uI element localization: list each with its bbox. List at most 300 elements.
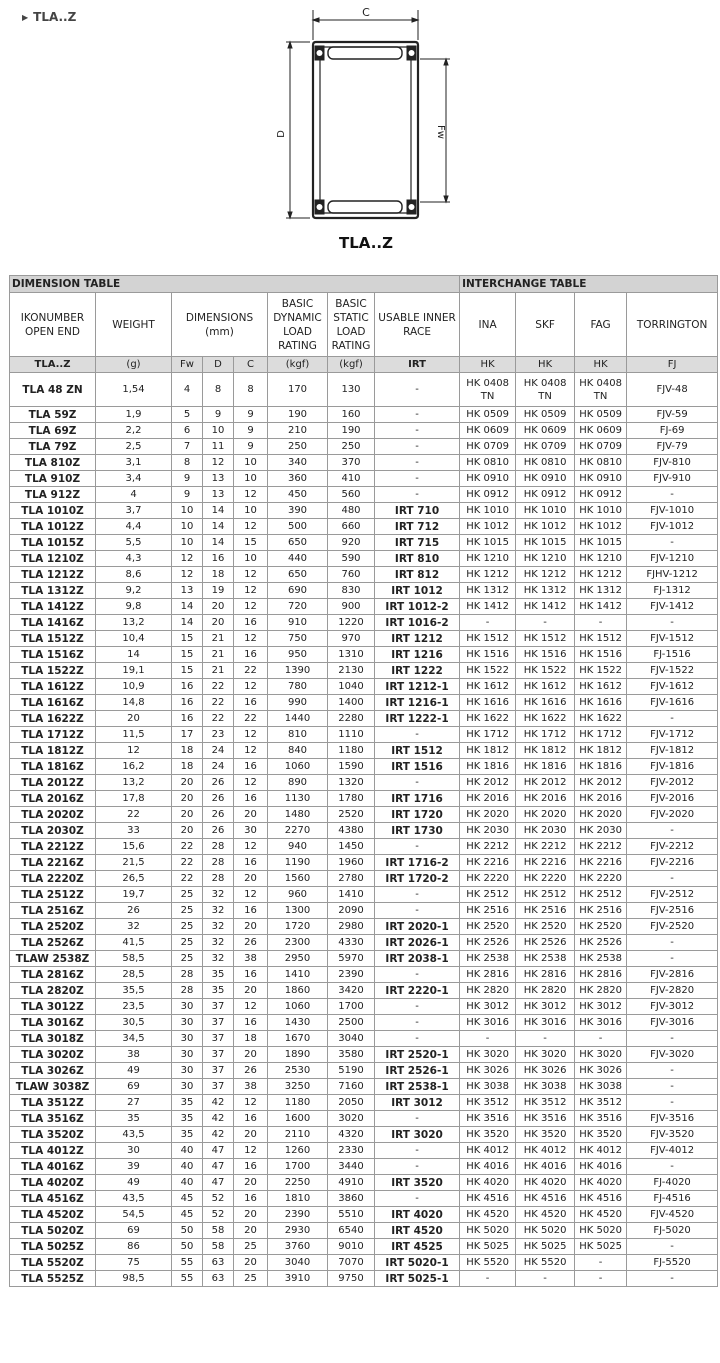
table-cell: 20 [234,1047,268,1063]
table-cell: 4910 [328,1175,375,1191]
table-cell: 560 [328,487,375,503]
table-row [10,855,718,871]
table-cell: 370 [328,455,375,471]
table-cell: FJV-1816 [627,759,718,775]
table-cell: 9 [234,423,268,439]
bearing-dimension-table [9,275,718,1287]
table-row [10,663,718,679]
table-cell: HK 2212 [575,839,627,855]
table-cell: HK 2016 [516,791,575,807]
table-cell: 8 [203,373,234,407]
table-cell: TLA 1412Z [10,599,96,615]
subheader-cell: HK [460,357,516,373]
table-cell: HK 2020 [516,807,575,823]
table-cell: 130 [328,373,375,407]
table-cell: - [460,615,516,631]
table-cell: HK 1210 [460,551,516,567]
table-cell: IRT 2538-1 [375,1079,460,1095]
table-cell: 5510 [328,1207,375,1223]
table-cell: 2390 [268,1207,328,1223]
table-cell: 15 [172,647,203,663]
table-cell: 69 [96,1223,172,1239]
table-cell: 12 [234,631,268,647]
table-cell: FJV-2016 [627,791,718,807]
table-cell: 58,5 [96,951,172,967]
table-row [10,1143,718,1159]
table-cell: 18 [172,759,203,775]
table-cell: TLA 1516Z [10,647,96,663]
table-cell: HK 3516 [575,1111,627,1127]
table-cell: 27 [96,1095,172,1111]
table-cell: 12 [234,1095,268,1111]
table-cell: 58 [203,1223,234,1239]
table-cell: 20 [172,791,203,807]
table-cell: 250 [328,439,375,455]
table-cell: TLA 1010Z [10,503,96,519]
table-cell: HK 2526 [460,935,516,951]
table-cell: IRT 1512 [375,743,460,759]
table-cell: 25 [172,903,203,919]
table-cell: 16 [234,1111,268,1127]
table-cell: 960 [268,887,328,903]
table-cell: 12 [172,551,203,567]
table-cell: 52 [203,1207,234,1223]
header-skf: SKF [516,293,575,357]
table-cell: 2530 [268,1063,328,1079]
table-cell: 26 [203,791,234,807]
table-cell: IRT 2220-1 [375,983,460,999]
table-cell: HK 0912 [460,487,516,503]
table-cell: 43,5 [96,1191,172,1207]
table-cell: TLA 1012Z [10,519,96,535]
table-cell: 1890 [268,1047,328,1063]
table-cell: - [627,1031,718,1047]
table-row [10,679,718,695]
table-cell: HK 4516 [460,1191,516,1207]
table-cell: 21 [203,663,234,679]
table-cell: - [627,535,718,551]
table-cell: 6540 [328,1223,375,1239]
table-cell: 10 [234,503,268,519]
table-cell: HK 1516 [460,647,516,663]
table-cell: 34,5 [96,1031,172,1047]
table-cell: HK 2820 [460,983,516,999]
header-weight: WEIGHT [96,293,172,357]
table-cell: 16 [234,1191,268,1207]
table-cell: 37 [203,1063,234,1079]
table-cell: 20 [234,871,268,887]
table-row [10,695,718,711]
table-cell: 4320 [328,1127,375,1143]
table-cell: - [575,1255,627,1271]
table-row [10,919,718,935]
table-cell: 50 [172,1239,203,1255]
table-cell: 63 [203,1271,234,1287]
table-cell: 47 [203,1175,234,1191]
table-cell: HK 3512 [516,1095,575,1111]
table-cell: 660 [328,519,375,535]
table-row [10,1255,718,1271]
table-cell: HK 1622 [516,711,575,727]
table-cell: HK 0509 [575,407,627,423]
table-cell: 2130 [328,663,375,679]
table-cell: 23,5 [96,999,172,1015]
table-cell: - [627,487,718,503]
table-cell: TLA 1812Z [10,743,96,759]
table-cell: 1300 [268,903,328,919]
table-cell: 39 [96,1159,172,1175]
table-cell: - [627,871,718,887]
table-cell: FJ-4020 [627,1175,718,1191]
table-cell: 1130 [268,791,328,807]
table-cell: 17,8 [96,791,172,807]
table-cell: FJ-1516 [627,647,718,663]
table-cell: FJV-1616 [627,695,718,711]
table-cell: TLA 2816Z [10,967,96,983]
table-cell: - [627,1079,718,1095]
table-cell: 22 [172,855,203,871]
table-cell: 37 [203,1079,234,1095]
table-cell: IRT 1222 [375,663,460,679]
table-row [10,471,718,487]
table-cell: FJV-79 [627,439,718,455]
table-cell: 12 [234,599,268,615]
table-cell: HK 2820 [575,983,627,999]
table-cell: 49 [96,1063,172,1079]
table-row [10,839,718,855]
table-cell: 42 [203,1127,234,1143]
table-cell: 25 [234,1239,268,1255]
table-cell: HK 3026 [460,1063,516,1079]
interchange-table-title: INTERCHANGE TABLE [460,276,718,293]
table-cell: HK 1512 [460,631,516,647]
breadcrumb-label: TLA..Z [33,10,77,24]
table-cell: HK 1412 [516,599,575,615]
table-cell: TLA 4516Z [10,1191,96,1207]
table-cell: 16 [234,1015,268,1031]
table-cell: 3580 [328,1047,375,1063]
table-cell: HK 3012 [516,999,575,1015]
table-row [10,1095,718,1111]
table-cell: HK 4020 [575,1175,627,1191]
table-cell: TLA 2820Z [10,983,96,999]
header-dynamic-load: BASIC DYNAMIC LOAD RATING [268,293,328,357]
table-cell: 32 [96,919,172,935]
table-cell: 25 [172,887,203,903]
table-cell: HK 2020 [575,807,627,823]
table-cell: 52 [203,1191,234,1207]
table-row [10,1175,718,1191]
table-cell: 14 [203,503,234,519]
table-cell: HK 3026 [516,1063,575,1079]
dimension-table-title: DIMENSION TABLE [10,276,460,293]
table-cell: 4,4 [96,519,172,535]
table-cell: 12 [234,775,268,791]
table-cell: TLA 2212Z [10,839,96,855]
table-cell: HK 1712 [460,727,516,743]
table-cell: - [516,615,575,631]
table-cell: HK 2030 [460,823,516,839]
table-cell: 14 [203,519,234,535]
table-cell: HK 3020 [575,1047,627,1063]
table-cell: 32 [203,887,234,903]
table-cell: 14 [96,647,172,663]
table-cell: HK 2816 [516,967,575,983]
table-cell: TLAW 2538Z [10,951,96,967]
table-row [10,1015,718,1031]
table-cell: TLA 2012Z [10,775,96,791]
table-cell: 15,6 [96,839,172,855]
table-cell: HK 1816 [460,759,516,775]
table-cell: - [516,1031,575,1047]
table-cell: HK 0910 [575,471,627,487]
table-cell: 2280 [328,711,375,727]
table-cell: 20 [234,1207,268,1223]
table-cell: 22 [172,839,203,855]
table-cell: IRT 5025-1 [375,1271,460,1287]
table-cell: HK 0810 [575,455,627,471]
table-cell: 14 [203,535,234,551]
table-cell: HK 1612 [516,679,575,695]
table-cell: 24 [203,759,234,775]
table-cell: IRT 1716-2 [375,855,460,871]
table-cell: 42 [203,1095,234,1111]
table-cell: 32 [203,903,234,919]
table-cell: HK 5025 [516,1239,575,1255]
table-cell: 22 [96,807,172,823]
table-cell: FJV-1712 [627,727,718,743]
table-cell: 2270 [268,823,328,839]
table-cell: 910 [268,615,328,631]
table-cell: 390 [268,503,328,519]
table-cell: 250 [268,439,328,455]
table-cell: HK 2512 [460,887,516,903]
table-cell: 9750 [328,1271,375,1287]
table-cell: 8 [172,455,203,471]
header-torrington: TORRINGTON [627,293,718,357]
header-number: IKONUMBER OPEN END [10,293,96,357]
table-cell: HK 1812 [460,743,516,759]
table-cell: IRT 2020-1 [375,919,460,935]
table-cell: FJV-2516 [627,903,718,919]
subheader-cell: D [203,357,234,373]
table-cell: 950 [268,647,328,663]
table-cell: 35 [172,1095,203,1111]
table-cell: 47 [203,1143,234,1159]
table-row [10,615,718,631]
table-cell: FJV-2212 [627,839,718,855]
table-cell: 30 [172,1015,203,1031]
table-cell: - [627,1063,718,1079]
table-cell: 3,7 [96,503,172,519]
table-cell: 32 [203,919,234,935]
table-cell: 4380 [328,823,375,839]
table-cell: HK 1210 [575,551,627,567]
table-cell: IRT 1216 [375,647,460,663]
table-cell: IRT 3012 [375,1095,460,1111]
table-cell: 9 [203,407,234,423]
table-cell: 20 [172,775,203,791]
table-cell: - [516,1271,575,1287]
table-row [10,951,718,967]
bearing-cross-section-diagram [270,2,470,254]
table-cell: 3440 [328,1159,375,1175]
table-cell: HK 1212 [575,567,627,583]
table-cell: TLA 1612Z [10,679,96,695]
table-cell: HK 1522 [575,663,627,679]
table-cell: 1960 [328,855,375,871]
table-cell: 160 [328,407,375,423]
table-cell: HK 2012 [460,775,516,791]
table-cell: 28 [203,855,234,871]
table-cell: IRT 812 [375,567,460,583]
table-cell: 50 [172,1223,203,1239]
table-cell: 1720 [268,919,328,935]
table-cell: IRT 712 [375,519,460,535]
table-cell: HK 4020 [460,1175,516,1191]
table-cell: 2980 [328,919,375,935]
table-cell: HK 1312 [460,583,516,599]
table-cell: 22 [203,679,234,695]
table-cell: HK 3016 [575,1015,627,1031]
table-cell: HK 0609 [516,423,575,439]
table-cell: 3760 [268,1239,328,1255]
table-cell: TLA 3512Z [10,1095,96,1111]
table-cell: HK 2538 [516,951,575,967]
table-cell: 1190 [268,855,328,871]
table-cell: HK 1512 [516,631,575,647]
table-cell: - [375,471,460,487]
table-cell: 35 [203,983,234,999]
table-cell: - [627,1095,718,1111]
table-cell: 14,8 [96,695,172,711]
table-cell: IRT 3020 [375,1127,460,1143]
table-cell: TLA 810Z [10,455,96,471]
table-cell: TLA 48 ZN [10,373,96,407]
table-cell: HK 2538 [460,951,516,967]
table-cell: 22 [172,871,203,887]
table-cell: 1060 [268,759,328,775]
table-cell: HK 1012 [460,519,516,535]
table-cell: FJV-1210 [627,551,718,567]
table-cell: FJV-3020 [627,1047,718,1063]
table-cell: 2520 [328,807,375,823]
table-row [10,823,718,839]
table-cell: 900 [328,599,375,615]
table-cell: HK 1712 [575,727,627,743]
table-cell: FJV-2020 [627,807,718,823]
table-cell: 47 [203,1159,234,1175]
table-cell: 30 [234,823,268,839]
table-cell: 10 [172,519,203,535]
table-cell: 10 [172,535,203,551]
table-cell: TLA 1015Z [10,535,96,551]
table-cell: 35,5 [96,983,172,999]
table-cell: 2950 [268,951,328,967]
table-cell: TLA 3520Z [10,1127,96,1143]
table-cell: 1,54 [96,373,172,407]
table-row [10,935,718,951]
table-cell: TLA 5025Z [10,1239,96,1255]
table-cell: 20 [234,919,268,935]
table-cell: 1060 [268,999,328,1015]
table-cell: FJV-1612 [627,679,718,695]
table-cell: 19,7 [96,887,172,903]
table-cell: HK 3516 [516,1111,575,1127]
table-row [10,1239,718,1255]
table-cell: FJV-1512 [627,631,718,647]
table-cell: HK 3012 [460,999,516,1015]
table-cell: TLA 3020Z [10,1047,96,1063]
table-cell: 9 [172,471,203,487]
table-cell: IRT 810 [375,551,460,567]
table-cell: HK 5020 [516,1223,575,1239]
table-cell: 2300 [268,935,328,951]
table-cell: - [375,839,460,855]
header-fag: FAG [575,293,627,357]
table-cell: 26 [234,935,268,951]
table-cell: TLA 1210Z [10,551,96,567]
table-cell: 3420 [328,983,375,999]
table-cell: HK 2016 [575,791,627,807]
table-cell: HK 3026 [575,1063,627,1079]
table-cell: 21 [203,631,234,647]
table-cell: TLA 1416Z [10,615,96,631]
table-cell: 2780 [328,871,375,887]
table-row [10,1207,718,1223]
table-cell: 990 [268,695,328,711]
table-cell: 28,5 [96,967,172,983]
table-cell: 1810 [268,1191,328,1207]
table-cell: TLA 5020Z [10,1223,96,1239]
table-cell: 340 [268,455,328,471]
table-cell: HK 1522 [516,663,575,679]
table-cell: HK 0509 [460,407,516,423]
table-cell: FJ-5520 [627,1255,718,1271]
table-cell: IRT 1720 [375,807,460,823]
table-cell: 30,5 [96,1015,172,1031]
table-cell: HK 3520 [460,1127,516,1143]
table-cell: FJ-4516 [627,1191,718,1207]
header-inner-race: USABLE INNER RACE [375,293,460,357]
table-cell: 16 [234,1159,268,1175]
table-cell: HK 2020 [460,807,516,823]
table-cell: 16 [203,551,234,567]
table-cell: 22 [234,711,268,727]
table-cell: 1780 [328,791,375,807]
table-cell: 12 [234,887,268,903]
table-cell: 1670 [268,1031,328,1047]
table-cell: 9010 [328,1239,375,1255]
table-cell: HK 2520 [575,919,627,935]
table-cell: 170 [268,373,328,407]
table-cell: HK 1616 [460,695,516,711]
table-row [10,487,718,503]
table-cell: TLA 2016Z [10,791,96,807]
table-cell: TLA 4520Z [10,1207,96,1223]
table-cell: 20 [172,823,203,839]
table-cell: 45 [172,1191,203,1207]
table-cell: - [375,1143,460,1159]
table-cell: 16 [172,695,203,711]
table-cell: TLA 2516Z [10,903,96,919]
table-cell: 720 [268,599,328,615]
table-cell: 11,5 [96,727,172,743]
table-cell: 1590 [328,759,375,775]
subheader-cell: HK [516,357,575,373]
table-cell: HK 5025 [575,1239,627,1255]
table-cell: HK 0910 [460,471,516,487]
